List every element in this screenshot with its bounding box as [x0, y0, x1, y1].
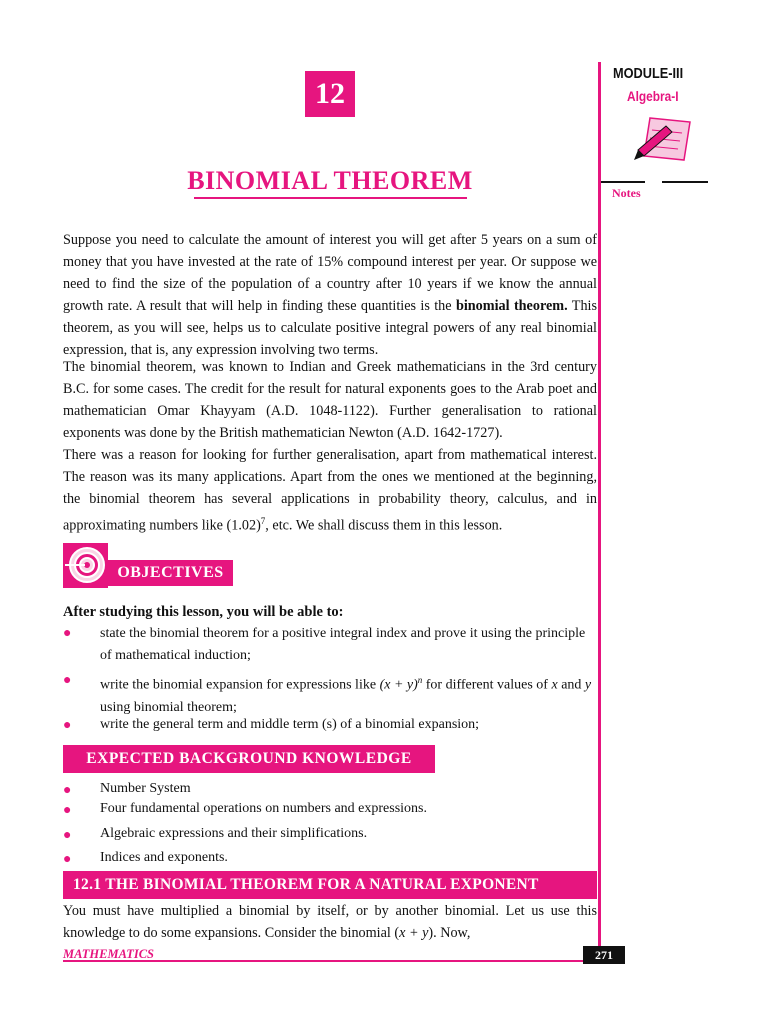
notes-rule-right: [662, 181, 708, 183]
target-icon: [63, 543, 108, 588]
footer-subject: MATHEMATICS: [63, 947, 155, 961]
background-item-3: Algebraic expressions and their simplifications.: [100, 826, 368, 841]
margin-divider: [598, 62, 601, 962]
background-item-4: Indices and exponents.: [100, 850, 228, 865]
background-heading: EXPECTED BACKGROUND KNOWLEDGE: [63, 745, 435, 773]
chapter-number: 12: [305, 71, 355, 117]
objectives-lead: After studying this lesson, you will be able to:: [63, 604, 344, 620]
objective-item-3: write the general term and middle term (s) of a binomial expansion;: [100, 717, 480, 732]
chapter-title: BINOMIAL THEOREM: [187, 166, 473, 195]
section-paragraph: You must have multiplied a binomial by itself, or by another binomial. Let us use this knowledge to do some expansions. Consider the binomial (x + y). Now,: [63, 903, 597, 941]
bullet-icon: ●: [63, 673, 72, 688]
background-item-2: Four fundamental operations on numbers and expressions.: [100, 801, 427, 816]
bullet-icon: ●: [63, 783, 72, 798]
objectives-heading: OBJECTIVES: [108, 560, 233, 586]
bullet-icon: ●: [63, 852, 72, 867]
objective-item-2: write the binomial expansion for expressions like $(x + y)^n$ for different values of x and y using binomial theorem;: [100, 675, 592, 715]
module-label: MODULE-III: [613, 65, 684, 82]
intro-paragraph-1: Suppose you need to calculate the amount of interest you will get after 5 years on a sum of money that you have invested at the rate of 15% compound interest per year. Or suppose we need to find the size of the population of a country after 10 years if we know the annual growth rate. A result that will help in finding these quantities is the binomial theorem. This theorem, as you will see, helps us to calculate positive integral powers of any real binomial expression, that is, any expression involving two terms.: [63, 232, 597, 358]
notes-rule-left: [601, 181, 645, 183]
pencil-notebook-icon: [630, 112, 694, 164]
objective-item-1: state the binomial theorem for a positive integral index and prove it using the principle of mathematical induction;: [100, 626, 586, 663]
intro-paragraph-2: The binomial theorem, was known to Indian and Greek mathematicians in the 3rd century B.C. for some cases. The credit for the result for natural exponents goes to the Arab poet and mathematician Omar Khayyam (A.D. 1048-1122). Further generalisation to rational exponents was done by the British mathematician Newton (A.D. 1642-1727).: [63, 359, 597, 441]
subject-label: Algebra-I: [627, 88, 679, 104]
bullet-icon: ●: [63, 626, 72, 641]
bullet-icon: ●: [63, 803, 72, 818]
notes-label: Notes: [612, 186, 641, 200]
intro-paragraph-3: There was a reason for looking for further generalisation, apart from mathematical interest. The reason was its many applications. Apart from the ones we mentioned at the beginning, the binomial theorem has several applications in probability theory, calculus, and in approximating numbers like $(1.02)^7$, etc. We shall discuss them in this lesson.: [63, 447, 597, 534]
background-item-1: Number System: [100, 781, 191, 796]
section-heading: 12.1 THE BINOMIAL THEOREM FOR A NATURAL EXPONENT: [63, 871, 597, 899]
title-underline: [194, 197, 467, 199]
bullet-icon: ●: [63, 718, 72, 733]
bullet-icon: ●: [63, 828, 72, 843]
page-number: 271: [583, 946, 625, 964]
